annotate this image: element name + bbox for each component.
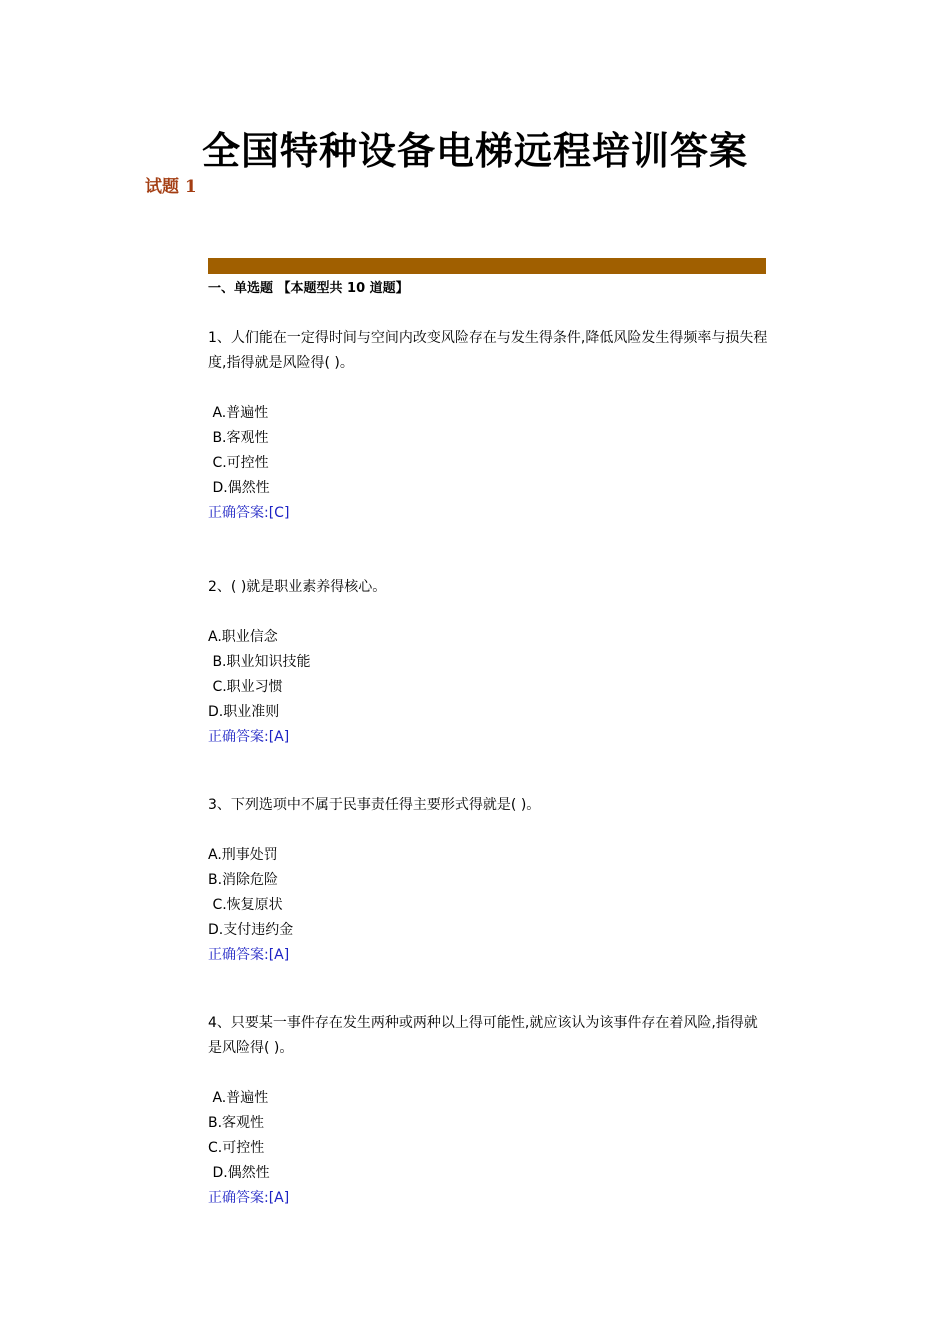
option-c: C.可控性 [208, 455, 269, 471]
option-c: C.职业习惯 [208, 679, 283, 695]
option-a: A.普遍性 [208, 405, 269, 421]
option-d: D.偶然性 [208, 480, 270, 496]
option-b: B.职业知识技能 [208, 654, 311, 670]
question-text: 1、人们能在一定得时间与空间内改变风险存在与发生得条件,降低风险发生得频率与损失程度,指得就是风险得( )。 [208, 330, 768, 371]
option-b: B.客观性 [208, 1115, 265, 1131]
question-text: 3、下列选项中不属于民事责任得主要形式得就是( )。 [208, 797, 541, 813]
option-a: A.普遍性 [208, 1090, 269, 1106]
section-heading: 一、单选题 【本题型共 10 道题】 [208, 281, 409, 296]
option-c: C.可控性 [208, 1140, 265, 1156]
correct-answer: 正确答案:[A] [208, 729, 290, 745]
correct-answer: 正确答案:[C] [208, 505, 290, 521]
option-d: D.职业准则 [208, 704, 280, 720]
correct-answer: 正确答案:[A] [208, 1190, 290, 1206]
option-a: A.职业信念 [208, 629, 278, 645]
question-3 [208, 793, 768, 968]
option-a: A.刑事处罚 [208, 847, 278, 863]
question-2 [208, 575, 768, 750]
option-d: D.偶然性 [208, 1165, 270, 1181]
question-text: 4、只要某一事件存在发生两种或两种以上得可能性,就应该认为该事件存在着风险,指得就是风险得( )。 [208, 1015, 758, 1056]
question-1 [208, 326, 768, 526]
correct-answer: 正确答案:[A] [208, 947, 290, 963]
option-c: C.恢复原状 [208, 897, 283, 913]
option-b: B.客观性 [208, 430, 269, 446]
document-title: 全国特种设备电梯远程培训答案 [201, 128, 748, 173]
option-d: D.支付违约金 [208, 922, 294, 938]
question-4 [208, 1011, 768, 1211]
question-text: 2、( )就是职业素养得核心。 [208, 579, 387, 595]
option-b: B.消除危险 [208, 872, 279, 888]
section-divider-bar [208, 258, 766, 274]
exam-subtitle: 试题 1 [145, 177, 197, 197]
